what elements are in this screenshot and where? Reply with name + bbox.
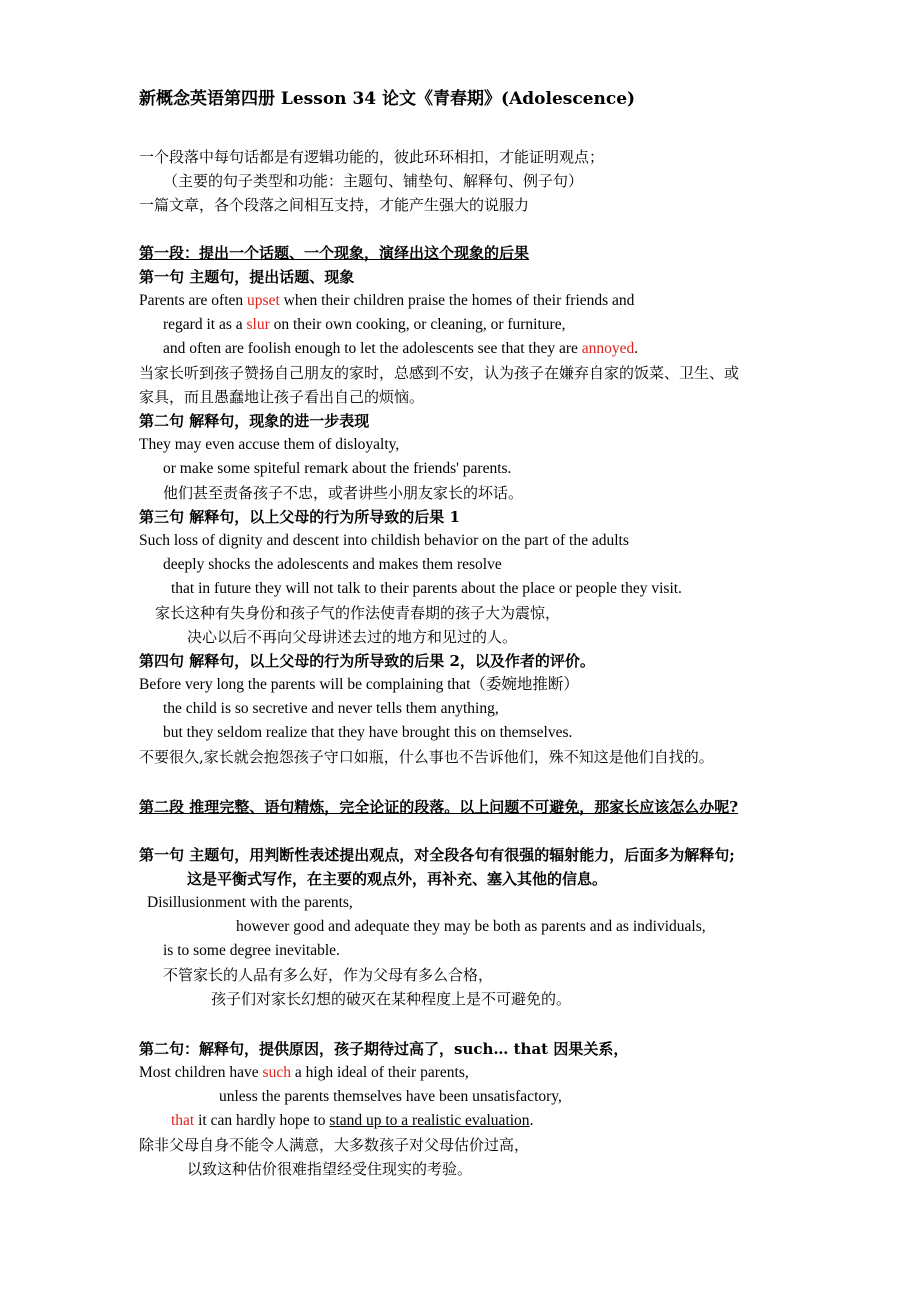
p1-s1-chinese-line-1: 当家长听到孩子赞扬自己朋友的家时，总感到不安，认为孩子在嫌弃自家的饭菜、卫生、或 xyxy=(139,364,740,382)
text-run: Most children have xyxy=(139,1064,263,1081)
text-run: when their children praise the homes of their friends and xyxy=(279,292,635,309)
p2-s2-chinese-line-1: 除非父母自身不能令人满意，大多数孩子对父母估价过高， xyxy=(139,1136,530,1154)
text-run: on their own cooking, or cleaning, or furniture, xyxy=(269,316,566,333)
p2-s1-chinese-line-2: 孩子们对家长幻想的破灭在某种程度上是不可避免的。 xyxy=(211,990,572,1008)
p1-s4-english-line-1: Before very long the parents will be complaining that（委婉地推断） xyxy=(139,676,579,693)
highlighted-word: slur xyxy=(246,316,270,333)
p2-s1-english-line-2: however good and adequate they may be both as parents and as individuals, xyxy=(236,918,706,935)
p1-s2-english-line-2: or make some spiteful remark about the friends' parents. xyxy=(163,460,512,477)
paragraph-2-heading: 第二段 推理完整、语句精炼，完全论证的段落。以上问题不可避免，那家长应该怎么办呢? xyxy=(139,798,739,816)
intro-line-3: 一篇文章，各个段落之间相互支持，才能产生强大的说服力 xyxy=(139,196,530,214)
p1-s4-english-line-3: but they seldom realize that they have brought this on themselves. xyxy=(163,724,573,741)
highlighted-word: that xyxy=(171,1112,195,1129)
p1-s1-english-line-2 xyxy=(163,315,565,335)
p2-s2-chinese-line-2: 以致这种估价很难指望经受住现实的考验。 xyxy=(187,1160,473,1178)
p1-s1-chinese-line-2: 家具，而且愚蠢地让孩子看出自己的烦恼。 xyxy=(139,388,425,406)
p2-s2-english-line-2: unless the parents themselves have been unsatisfactory, xyxy=(219,1088,562,1105)
p1-s4-chinese: 不要很久,家长就会抱怨孩子守口如瓶，什么事也不告诉他们，殊不知这是他们自找的。 xyxy=(139,748,714,766)
p2-s2-english-line-3 xyxy=(171,1111,533,1131)
document-title: 新概念英语第四册 Lesson 34 论文《青春期》(Adolescence) xyxy=(139,89,636,109)
highlighted-word: such xyxy=(262,1064,291,1081)
underlined-phrase: stand up to a realistic evaluation xyxy=(329,1112,530,1129)
intro-line-1: 一个段落中每句话都是有逻辑功能的，彼此环环相扣，才能证明观点； xyxy=(139,148,605,166)
p1-s2-english-line-1: They may even accuse them of disloyalty, xyxy=(139,436,400,453)
p1-s3-english-line-1: Such loss of dignity and descent into childish behavior on the part of the adults xyxy=(139,532,629,549)
text-run: regard it as a xyxy=(163,316,247,333)
p2-s1-english-line-1: Disillusionment with the parents, xyxy=(147,894,353,911)
paragraph-1-heading: 第一段：提出一个话题、一个现象，演绎出这个现象的后果 xyxy=(139,244,530,262)
p1-sentence-1-label: 第一句 主题句，提出话题、现象 xyxy=(139,268,355,286)
text-run: . xyxy=(529,1112,534,1129)
text-run: and often are foolish enough to let the adolescents see that they are xyxy=(163,340,582,357)
text-run: Parents are often xyxy=(139,292,248,309)
p1-sentence-3-label: 第三句 解释句，以上父母的行为所导致的后果 1 xyxy=(139,508,460,526)
p1-s3-english-line-2: deeply shocks the adolescents and makes them resolve xyxy=(163,556,502,573)
p1-s1-english-line-1 xyxy=(139,291,634,311)
p1-sentence-2-label: 第二句 解释句，现象的进一步表现 xyxy=(139,412,370,430)
p2-s1-english-line-3: is to some degree inevitable. xyxy=(163,942,340,959)
text-run: a high ideal of their parents, xyxy=(290,1064,469,1081)
p2-sentence-1-label-line-1: 第一句 主题句，用判断性表述提出观点，对全段各句有很强的辐射能力，后面多为解释句; xyxy=(139,846,735,864)
p1-s3-chinese-line-1: 家长这种有失身份和孩子气的作法使青春期的孩子大为震惊， xyxy=(155,604,561,622)
p1-s1-english-line-3 xyxy=(163,339,638,359)
p1-sentence-4-label: 第四句 解释句，以上父母的行为所导致的后果 2，以及作者的评价。 xyxy=(139,652,595,670)
highlighted-word: upset xyxy=(247,292,280,309)
p2-s2-english-line-1 xyxy=(139,1063,469,1083)
p1-s3-english-line-3: that in future they will not talk to their parents about the place or people they visit. xyxy=(171,580,682,597)
p2-s1-chinese-line-1: 不管家长的人品有多么好，作为父母有多么合格， xyxy=(163,966,494,984)
p2-sentence-2-label: 第二句：解释句，提供原因，孩子期待过高了，such… that 因果关系， xyxy=(139,1040,629,1058)
p1-s4-english-line-2: the child is so secretive and never tells them anything, xyxy=(163,700,499,717)
text-run: . xyxy=(634,340,639,357)
p1-s2-chinese: 他们甚至责备孩子不忠，或者讲些小朋友家长的坏话。 xyxy=(163,484,524,502)
p1-s3-chinese-line-2: 决心以后不再向父母讲述去过的地方和见过的人。 xyxy=(187,628,518,646)
highlighted-word: annoyed xyxy=(581,340,635,357)
p2-sentence-1-label-line-2: 这是平衡式写作，在主要的观点外，再补充、塞入其他的信息。 xyxy=(187,870,608,888)
intro-line-2: （主要的句子类型和功能：主题句、铺垫句、解释句、例子句） xyxy=(163,172,584,190)
text-run: it can hardly hope to xyxy=(194,1112,330,1129)
